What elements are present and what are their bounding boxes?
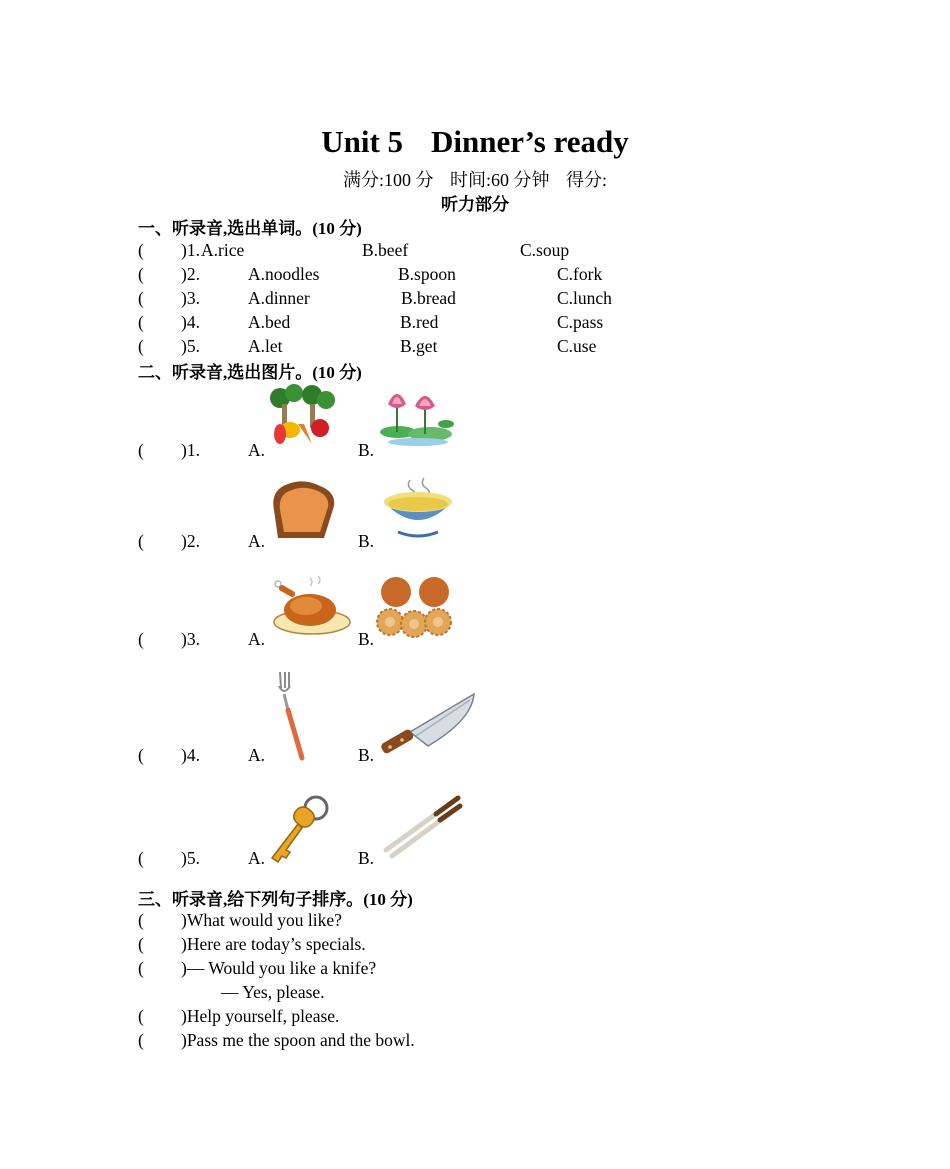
answer-bracket[interactable]: ( (138, 1006, 144, 1026)
option-b: B.bread (401, 288, 456, 308)
unit-number: Unit 5 (321, 124, 404, 159)
time-limit: 时间:60 分钟 (449, 170, 550, 190)
question-number: )2. (181, 531, 200, 551)
option-a: A. (248, 531, 266, 551)
answer-bracket[interactable]: ( (138, 958, 144, 978)
biscuits-icon (376, 574, 454, 640)
key-icon (264, 794, 332, 864)
section2-heading: 二、听录音,选出图片。(10 分) (138, 363, 362, 382)
section3-heading: 三、听录音,给下列句子排序。(10 分) (138, 890, 413, 909)
knife-icon (376, 690, 478, 758)
vegetables-icon (268, 384, 336, 448)
full-score: 满分:100 分 (342, 170, 434, 190)
section1-heading: 一、听录音,选出单词。(10 分) (138, 219, 362, 238)
answer-bracket[interactable]: ( (138, 934, 144, 954)
question-number: )4. (181, 312, 200, 332)
answer-bracket[interactable]: ( (138, 910, 144, 930)
answer-bracket[interactable]: ( (138, 264, 144, 284)
sentence: )— Would you like a knife? (181, 958, 377, 978)
option-b: B. (358, 848, 375, 868)
option-a: A. (248, 745, 266, 765)
score-info (0, 166, 950, 192)
option-a: A. (248, 629, 266, 649)
answer-bracket[interactable]: ( (138, 312, 144, 332)
option-c: C.use (557, 336, 597, 356)
sentence: — Yes, please. (221, 982, 325, 1002)
question-number: )1. (181, 240, 200, 260)
answer-bracket[interactable]: ( (138, 629, 144, 649)
question-number: )3. (181, 629, 200, 649)
question-number: )4. (181, 745, 200, 765)
option-a: A.bed (248, 312, 291, 332)
option-c: C.soup (520, 240, 570, 260)
page-title (0, 124, 950, 160)
lotus-flowers-icon (378, 384, 456, 448)
option-a: A.dinner (248, 288, 310, 308)
option-b: B. (358, 531, 375, 551)
option-c: C.fork (557, 264, 603, 284)
question-number: )5. (181, 848, 200, 868)
roast-chicken-icon (270, 574, 352, 638)
answer-bracket[interactable]: ( (138, 440, 144, 460)
sentence: )Help yourself, please. (181, 1006, 340, 1026)
answer-bracket[interactable]: ( (138, 848, 144, 868)
soup-bowl-icon (380, 476, 456, 540)
sentence: )What would you like? (181, 910, 342, 930)
score-field: 得分: (566, 170, 608, 190)
option-c: C.lunch (557, 288, 612, 308)
answer-bracket[interactable]: ( (138, 336, 144, 356)
sentence: )Pass me the spoon and the bowl. (181, 1030, 415, 1050)
part-title: 听力部分 (441, 195, 509, 215)
answer-bracket[interactable]: ( (138, 288, 144, 308)
option-a: A.noodles (248, 264, 320, 284)
question-number: )1. (181, 440, 200, 460)
sentence: )Here are today’s specials. (181, 934, 366, 954)
option-b: B.beef (362, 240, 409, 260)
option-a: A.rice (201, 240, 245, 260)
option-b: B.red (400, 312, 439, 332)
option-b: B. (358, 440, 375, 460)
fork-icon (272, 670, 314, 762)
question-number: )2. (181, 264, 200, 284)
answer-bracket[interactable]: ( (138, 531, 144, 551)
option-b: B. (358, 629, 375, 649)
question-number: )5. (181, 336, 200, 356)
option-c: C.pass (557, 312, 604, 332)
chopsticks-icon (380, 792, 464, 860)
question-number: )3. (181, 288, 200, 308)
option-b: B. (358, 745, 375, 765)
answer-bracket[interactable]: ( (138, 240, 144, 260)
option-a: A.let (248, 336, 283, 356)
option-a: A. (248, 440, 266, 460)
option-b: B.get (400, 336, 438, 356)
answer-bracket[interactable]: ( (138, 745, 144, 765)
unit-name: Dinner’s ready (431, 124, 629, 159)
answer-bracket[interactable]: ( (138, 1030, 144, 1050)
option-b: B.spoon (398, 264, 456, 284)
bread-toast-icon (268, 476, 340, 542)
option-a: A. (248, 848, 266, 868)
